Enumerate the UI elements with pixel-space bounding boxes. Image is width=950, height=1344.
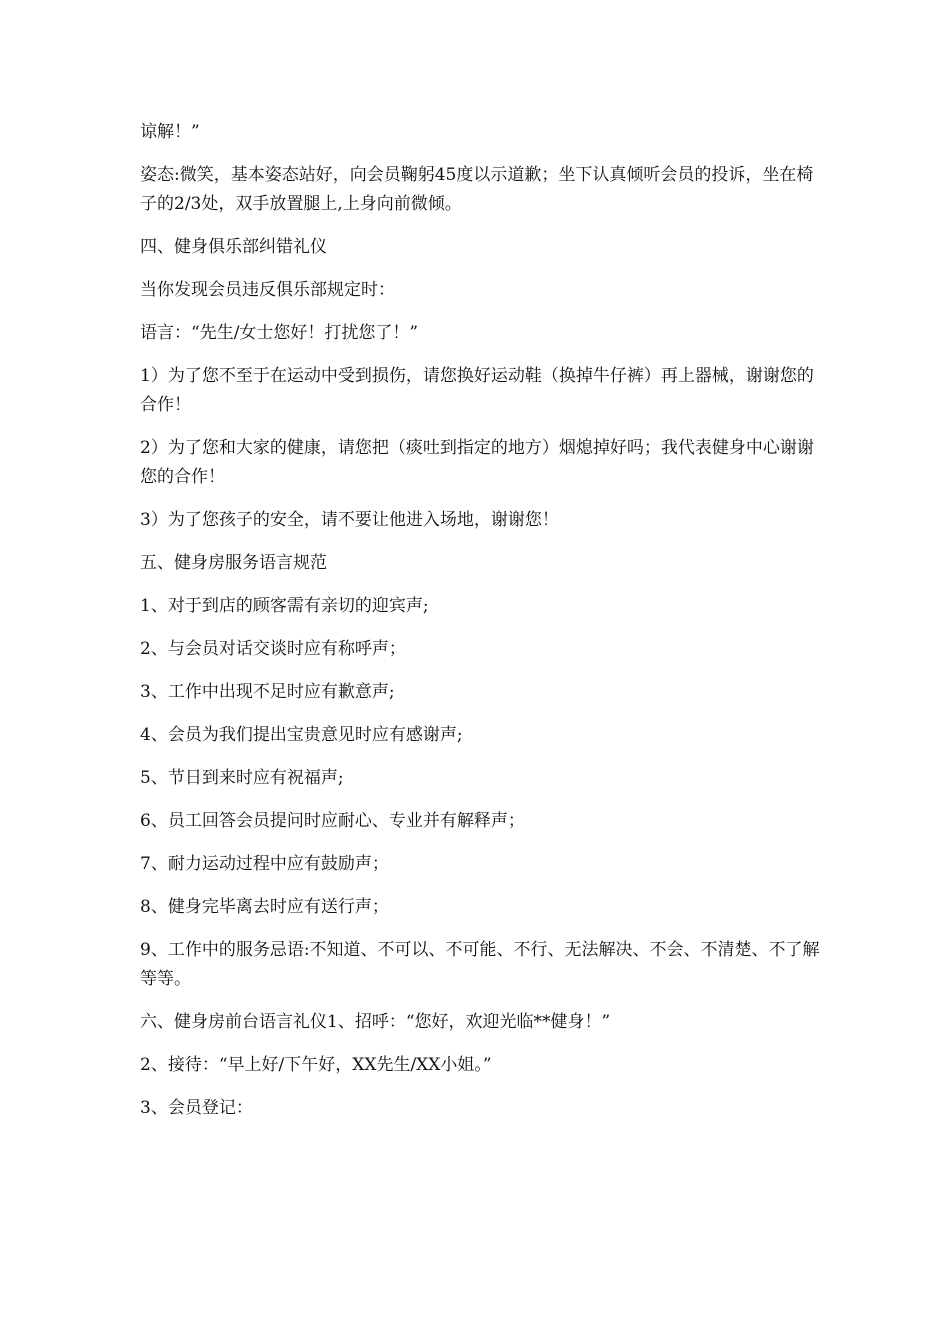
norm-item-3: 3、工作中出现不足时应有歉意声; bbox=[140, 682, 395, 702]
norm-item-6: 6、员工回答会员提问时应耐心、专业并有解释声； bbox=[140, 811, 525, 831]
list-item-2: 2）为了您和大家的健康，请您把（痰吐到指定的地方）烟熄掉好吗；我代表健身中心谢谢您的合作！ bbox=[140, 438, 814, 487]
document-body bbox=[140, 118, 820, 1137]
paragraph-posture: 姿态:微笑，基本姿态站好，向会员鞠躬45度以示道歉；坐下认真倾听会员的投诉，坐在椅子的2/3处，双手放置腿上,上身向前微倾。 bbox=[140, 165, 814, 214]
norm-item-5: 5、节日到来时应有祝福声; bbox=[140, 768, 344, 788]
list-item-1: 1）为了您不至于在运动中受到损伤，请您换好运动鞋（换掉牛仔裤）再上器械，谢谢您的合作！ bbox=[140, 366, 814, 415]
section-heading-6: 六、健身房前台语言礼仪1、招呼：“您好，欢迎光临**健身！” bbox=[140, 1012, 611, 1032]
front-desk-item-3: 3、会员登记： bbox=[140, 1098, 253, 1118]
paragraph-language: 语言：“先生/女士您好！打扰您了！” bbox=[140, 323, 419, 343]
section-heading-5: 五、健身房服务语言规范 bbox=[140, 553, 327, 573]
norm-item-8: 8、健身完毕离去时应有送行声； bbox=[140, 897, 389, 917]
paragraph-violation-intro: 当你发现会员违反俱乐部规定时： bbox=[140, 280, 395, 300]
norm-item-9: 9、工作中的服务忌语:不知道、不可以、不可能、不行、无法解决、不会、不清楚、不了解等等。 bbox=[140, 940, 820, 989]
norm-item-7: 7、耐力运动过程中应有鼓励声； bbox=[140, 854, 389, 874]
section-heading-4: 四、健身俱乐部纠错礼仪 bbox=[140, 237, 327, 257]
norm-item-1: 1、对于到店的顾客需有亲切的迎宾声; bbox=[140, 596, 429, 616]
front-desk-item-2: 2、接待：“早上好/下午好，XX先生/XX小姐。” bbox=[140, 1055, 492, 1075]
list-item-3: 3）为了您孩子的安全，请不要让他进入场地，谢谢您！ bbox=[140, 510, 559, 530]
norm-item-2: 2、与会员对话交谈时应有称呼声； bbox=[140, 639, 406, 659]
paragraph-0: 谅解！” bbox=[140, 122, 200, 142]
norm-item-4: 4、会员为我们提出宝贵意见时应有感谢声; bbox=[140, 725, 463, 745]
